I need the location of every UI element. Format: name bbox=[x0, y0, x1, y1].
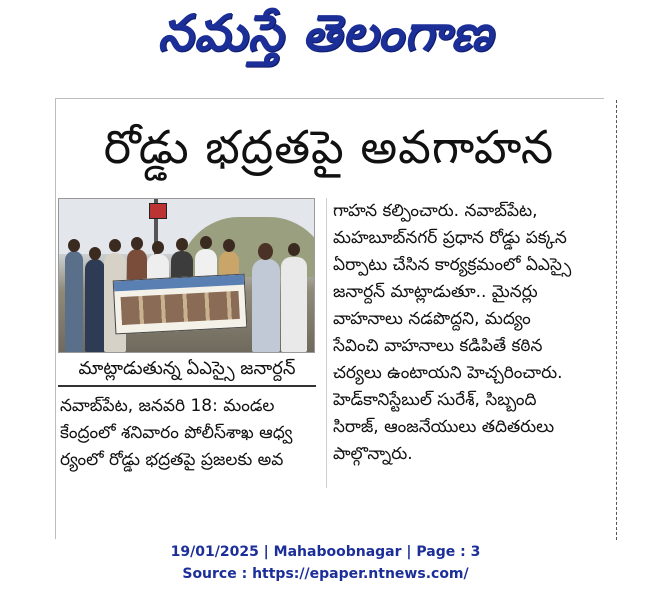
article-body-left bbox=[60, 393, 322, 493]
body-line: కేంద్రంలో శనివారం పోలీస్‌శాఖ ఆధ్వ bbox=[60, 423, 293, 443]
body-line: ఏర్పాటు చేసిన కార్యక్రమంలో ఏఎస్సై bbox=[333, 255, 572, 275]
photo-person bbox=[65, 251, 83, 352]
photo-person-head bbox=[152, 241, 164, 254]
article-headline bbox=[55, 118, 603, 188]
photo-officer-head bbox=[258, 243, 273, 260]
body-line: హెడ్‌కానిస్టేబుల్ సురేశ్, సిబ్బంది bbox=[333, 390, 537, 410]
next-article-cutoff bbox=[55, 505, 603, 538]
body-line: చర్యలు ఉంటాయని హెచ్చరించారు. bbox=[333, 363, 563, 383]
photo-person-head bbox=[89, 247, 101, 260]
photo-officer bbox=[252, 259, 280, 352]
article-photo bbox=[58, 198, 315, 353]
column-divider bbox=[326, 198, 327, 488]
photo-person-head bbox=[109, 239, 121, 252]
masthead bbox=[0, 0, 651, 78]
photo-person-head bbox=[68, 239, 80, 252]
body-line: ర్యంలో రోడ్డు భద్రతపై ప్రజలకు అవ bbox=[60, 450, 284, 470]
body-line: జనార్దన్ మాట్లాడుతూ.. మైనర్లు bbox=[333, 282, 538, 302]
photo-sign bbox=[149, 203, 167, 219]
clipping-footer bbox=[0, 541, 651, 591]
photo-person-head bbox=[131, 237, 143, 250]
photo-person-head bbox=[223, 239, 235, 252]
photo-person-head bbox=[288, 243, 300, 256]
photo-caption: మాట్లాడుతున్న ఏఎస్సై జనార్దన్ bbox=[58, 355, 316, 387]
source-link: Source : https://epaper.ntnews.com/ bbox=[182, 566, 469, 582]
edition-info: 19/01/2025 | Mahaboobnagar | Page : 3 bbox=[170, 544, 481, 560]
body-line: పాల్గొన్నారు. bbox=[333, 444, 413, 464]
body-line: మహబూబ్‌నగర్ ప్రధాన రోడ్డు పక్కన bbox=[333, 228, 567, 248]
body-line: సిరాజ్, ఆంజనేయులు తదితరులు bbox=[333, 417, 555, 437]
headline-text: రోడ్డు భద్రతపై అవగాహన bbox=[103, 120, 555, 174]
banner-images bbox=[121, 291, 240, 325]
adjacent-article-edge bbox=[632, 98, 651, 538]
article-body-right bbox=[333, 198, 601, 488]
photo-person bbox=[85, 259, 105, 352]
body-line: నవాబ్‌పేట, జనవరి 18: మండల bbox=[60, 396, 275, 416]
photo-person-head bbox=[176, 238, 188, 251]
body-line: సేవించి వాహనాలు కడిపితే కఠిన bbox=[333, 336, 543, 356]
newspaper-logo: నమస్తే తెలంగాణ bbox=[157, 3, 494, 62]
body-line: గాహన కల్పించారు. నవాబ్‌పేట, bbox=[333, 201, 538, 221]
photo-person bbox=[281, 257, 307, 352]
photo-person-head bbox=[200, 236, 212, 249]
body-line: వాహనాలు నడపొద్దని, మద్యం bbox=[333, 309, 531, 329]
column-divider-right bbox=[616, 100, 619, 540]
awareness-banner bbox=[113, 274, 248, 335]
